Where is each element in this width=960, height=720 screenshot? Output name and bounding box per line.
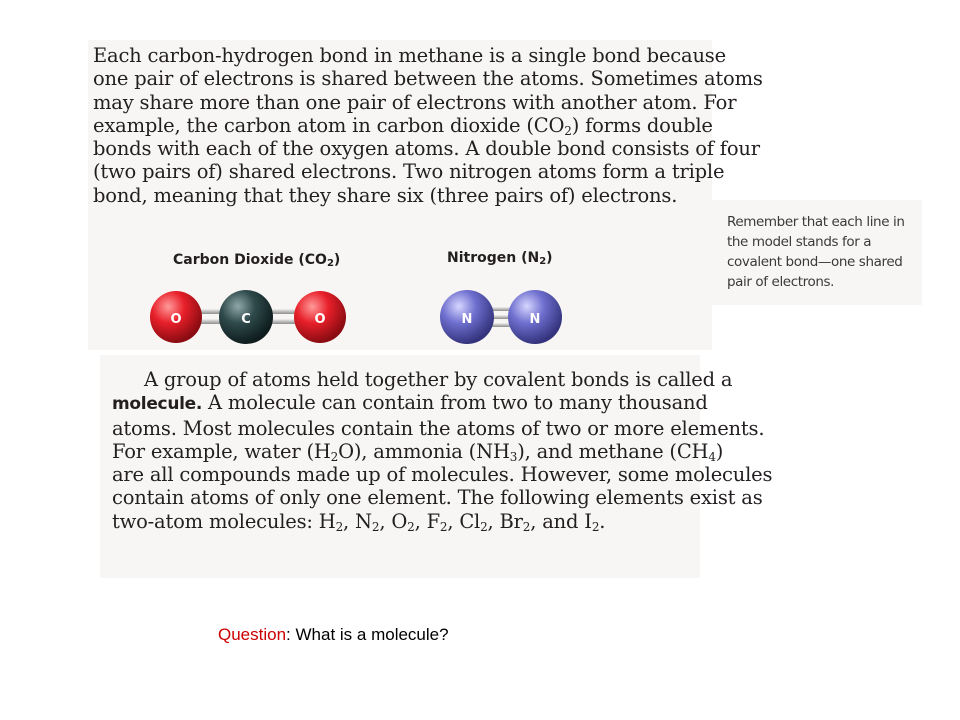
vocabulary-term: molecule. (112, 394, 203, 415)
caption-nitrogen: Nitrogen $(N_2)$ (447, 250, 553, 267)
text-line: atoms. Most molecules contain the atoms of two or more elements. (112, 416, 765, 440)
atom-label: O (170, 312, 182, 327)
text-line: molecule. A molecule can contain from two to many thousand (112, 391, 708, 415)
atom-label: N (529, 312, 541, 327)
atom-label: C (241, 312, 251, 327)
text-line: bond, meaning that they share six (three pairs of) electrons. (93, 183, 678, 207)
caption-carbon-dioxide: Carbon Dioxide $(CO_2)$ (173, 252, 341, 269)
text-line: may share more than one pair of electrons with another atom. For (93, 90, 737, 114)
note-line: Remember that each line in (727, 214, 905, 230)
question-label: Question (218, 625, 287, 644)
molecule-models (140, 285, 580, 349)
co2-model (150, 290, 346, 344)
text-line: contain atoms of only one element. The following elements exist as (112, 486, 763, 510)
paragraph-molecule (112, 368, 773, 534)
atom-label: O (314, 312, 326, 327)
text-line: A group of atoms held together by covalent bonds is called a (144, 368, 733, 391)
text-line: (two pairs of) shared electrons. Two nitrogen atoms form a triple (93, 160, 725, 184)
question-prompt (218, 625, 449, 645)
text-line: bonds with each of the oxygen atoms. A double bond consists of four (93, 137, 760, 161)
question-text: : What is a molecule? (286, 625, 449, 644)
text-line: two-atom molecules: $H_2$, $N_2$, $O_2$, $F_2$, $Cl_2$, $Br_2$, and $I_2$. (112, 509, 606, 534)
text-line: one pair of electrons is shared between the atoms. Sometimes atoms (93, 67, 763, 91)
note-line: covalent bond—one shared (727, 254, 903, 270)
text-line: For example, water $(H_2O)$, ammonia $(NH_3)$, and methane $(CH_4)$ (112, 439, 724, 464)
note-line: the model stands for a (727, 234, 872, 250)
note-line: pair of electrons. (727, 274, 835, 290)
n2-model (440, 290, 562, 344)
atom-label: N (461, 312, 473, 327)
text-line: are all compounds made up of molecules. However, some molecules (112, 463, 773, 487)
paragraph-bonds (93, 44, 763, 207)
text-line: Each carbon-hydrogen bond in methane is a single bond because (93, 44, 726, 67)
margin-note (727, 212, 927, 292)
text-line: example, the carbon atom in carbon dioxide $(CO_2)$ forms double (93, 113, 713, 138)
